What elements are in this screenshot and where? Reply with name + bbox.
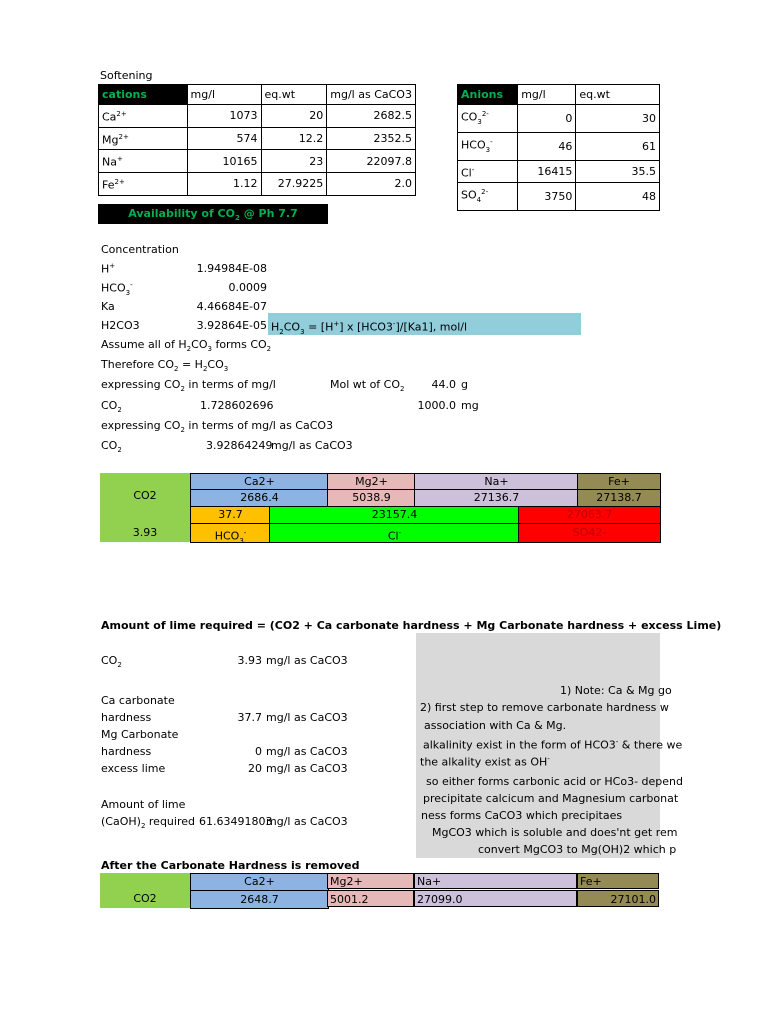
lime-heading: Amount of lime required = (CO2 + Ca carbonate hardness + Mg Carbonate hardness + excess Lime) <box>101 619 722 632</box>
cations-header: cations <box>99 85 188 105</box>
ion-cell: $Mg^{2+}$ <box>99 127 188 150</box>
caco3-cell: 2682.5 <box>327 105 416 128</box>
note-line: ness forms CaCO3 which precipitaes <box>421 809 623 822</box>
ca-hardness-value: 37.7 <box>237 711 262 724</box>
after-ca-value: 2648.7 <box>190 890 329 909</box>
mgl-cell: 10165 <box>187 150 261 173</box>
amount-lime-value: 61.63491803 <box>199 815 273 828</box>
after-fe-value: 27101.0 <box>577 890 659 907</box>
so4-value-cell: 27063.7 <box>518 506 661 524</box>
amount-lime-unit: mg/l as CaCO3 <box>266 815 348 828</box>
table-row <box>99 150 416 173</box>
table-row <box>99 85 416 105</box>
eqwt-cell: 23 <box>261 150 327 173</box>
note-line: 1) Note: Ca & Mg go <box>560 684 672 697</box>
excess-lime-value: 20 <box>248 762 262 775</box>
eqwt-cell: 30 <box>576 105 660 133</box>
h-value: 1.94984E-08 <box>196 262 267 275</box>
cl-label-cell: Cl- <box>269 523 520 543</box>
note-line: MgCO3 which is soluble and does'nt get rem <box>432 826 678 839</box>
mgl-header: mg/l <box>518 85 576 105</box>
mg-value: 1000.0 <box>417 399 456 412</box>
ion-cell: Na+ <box>99 150 188 173</box>
fe-header: Fe+ <box>577 473 661 491</box>
na-header: Na+ <box>414 473 579 491</box>
note-line: convert MgCO3 to Mg(OH)2 which p <box>478 843 677 856</box>
lime-co2-unit: mg/l as CaCO3 <box>266 654 348 667</box>
mgl-cell: 46 <box>518 132 576 160</box>
page-title: Softening <box>100 69 153 82</box>
ca-header: Ca2+ <box>190 473 329 491</box>
mgl-cell: 574 <box>187 127 261 150</box>
mgl-cell: 16415 <box>518 160 576 183</box>
co2-label: $CO_2$ <box>101 399 122 415</box>
table-row <box>99 127 416 150</box>
ca-hardness-label-2: hardness <box>101 711 152 724</box>
anions-header: Anions <box>458 85 518 105</box>
eqwt-cell: 61 <box>576 132 660 160</box>
assume-line: Assume all of $H_2CO_3$ forms $CO_2$ <box>101 338 272 354</box>
ion-cell: $CO_3^{2-}$ <box>458 105 518 133</box>
mgl-cell: 3750 <box>518 183 576 211</box>
note-line: the alkality exist as OH- <box>420 755 550 769</box>
after-na-value: 27099.0 <box>414 890 577 907</box>
fe-value: 27138.7 <box>577 489 661 507</box>
ion-cell: $Fe^{2+}$ <box>99 172 188 195</box>
table-row <box>458 105 660 133</box>
notes-box <box>416 633 683 858</box>
table-row <box>99 105 416 128</box>
hco3-value: 0.0009 <box>228 281 267 294</box>
mgl-header: mg/l <box>187 85 261 105</box>
co2-label-2: $CO_2$ <box>101 439 122 455</box>
table-row <box>458 85 660 105</box>
caco3-cell: 22097.8 <box>327 150 416 173</box>
lime-co2-value: 3.93 <box>237 654 262 667</box>
ion-cell: $HCO_3^-$ <box>458 132 518 160</box>
after-heading: After the Carbonate Hardness is removed <box>101 859 360 872</box>
co2-mg-value: 1.728602696 <box>200 399 274 412</box>
table-row <box>458 132 660 160</box>
h2co3-value: 3.92864E-05 <box>196 319 267 332</box>
after-co2-label: CO2 <box>133 892 157 905</box>
ion-cell: $SO_4^{2-}$ <box>458 183 518 211</box>
ca-hardness-label-1: Ca carbonate <box>101 694 175 707</box>
eqwt-cell: 12.2 <box>261 127 327 150</box>
ca-hardness-unit: mg/l as CaCO3 <box>266 711 348 724</box>
eqwt-header: eq.wt <box>261 85 327 105</box>
mgl-cell: 1.12 <box>187 172 261 195</box>
molwt-value: 44.0 <box>431 378 456 391</box>
hco3-label-cell: $HCO_3^-$ <box>190 523 271 543</box>
note-line: alkalinity exist in the form of HCO3- & there we <box>423 738 683 752</box>
co2-block-value: 3.93 <box>132 526 158 539</box>
mg-value: 5038.9 <box>327 489 416 507</box>
caco3-header: mg/l as CaCO3 <box>327 85 416 105</box>
amount-lime-label-2: $(CaOH)_2$ required <box>101 815 195 831</box>
mg-header: Mg2+ <box>327 473 416 491</box>
therefore-line: Therefore $CO_2 = H_2CO_3$ <box>101 358 229 374</box>
table-row <box>458 183 660 211</box>
cl-value-cell: 23157.4 <box>269 506 520 524</box>
note-line: association with Ca & Mg. <box>424 719 567 732</box>
h2co3-label: H2CO3 <box>101 319 140 332</box>
h-label: H+ <box>101 262 116 276</box>
molwt-unit: g <box>461 378 468 391</box>
after-fe-header: Fe+ <box>577 873 659 889</box>
eqwt-cell: 35.5 <box>576 160 660 183</box>
ka-value: 4.46684E-07 <box>196 300 267 313</box>
availability-banner: Availability of $CO_2$ @ Ph 7.7 <box>98 204 328 224</box>
co2-caco3-unit: mg/l as CaCO3 <box>271 439 353 452</box>
so4-label-cell: SO42- <box>518 523 661 543</box>
expressing-caco3-line: expressing $CO_2$ in terms of mg/l as CaCO3 <box>101 419 334 435</box>
hco3-value-cell: 37.7 <box>190 506 271 524</box>
expressing-mgl-line: expressing $CO_2$ in terms of mg/l <box>101 378 276 394</box>
table-row <box>458 160 660 183</box>
na-value: 27136.7 <box>414 489 579 507</box>
after-ca-header: Ca2+ <box>190 873 329 891</box>
ion-cell: Cl- <box>458 160 518 183</box>
mgl-cell: 0 <box>518 105 576 133</box>
ion-cell: $Ca^{2+}$ <box>99 105 188 128</box>
lime-co2-label: $CO_2$ <box>101 654 122 670</box>
note-line: precipitate calcicum and Magnesium carbonat <box>423 792 679 805</box>
hco3-label: $HCO_3^-$ <box>101 281 133 297</box>
after-na-header: Na+ <box>414 873 577 889</box>
ca-value: 2686.4 <box>190 489 329 507</box>
mg-hardness-unit: mg/l as CaCO3 <box>266 745 348 758</box>
molwt-label: Mol wt of $CO_2$ <box>330 378 405 394</box>
caco3-cell: 2.0 <box>327 172 416 195</box>
mgl-cell: 1073 <box>187 105 261 128</box>
after-mg-value: 5001.2 <box>327 890 414 907</box>
note-line: 2) first step to remove carbonate hardness w <box>420 701 669 714</box>
h2co3-formula: $H_2CO_3 = [H^+]$ x [HCO3-]/[Ka1], mol/l <box>268 313 581 335</box>
note-line: so either forms carbonic acid or HCo3- depend <box>426 775 683 788</box>
excess-lime-label: excess lime <box>101 762 166 775</box>
eqwt-cell: 27.9225 <box>261 172 327 195</box>
anions-table <box>457 84 660 211</box>
mg-hardness-label-2: hardness <box>101 745 152 758</box>
table-row <box>99 172 416 195</box>
excess-lime-unit: mg/l as CaCO3 <box>266 762 348 775</box>
co2-block-label: CO2 <box>133 489 157 502</box>
amount-lime-label-1: Amount of lime <box>101 798 186 811</box>
mg-hardness-value: 0 <box>255 745 262 758</box>
caco3-cell: 2352.5 <box>327 127 416 150</box>
eqwt-cell: 48 <box>576 183 660 211</box>
concentration-label: Concentration <box>101 243 179 256</box>
eqwt-header: eq.wt <box>576 85 660 105</box>
ka-label: Ka <box>101 300 115 313</box>
after-mg-header: Mg2+ <box>327 873 414 889</box>
mg-unit: mg <box>461 399 479 412</box>
cations-table <box>98 84 416 196</box>
eqwt-cell: 20 <box>261 105 327 128</box>
co2-caco3-value: 3.92864249 <box>206 439 273 452</box>
mg-hardness-label-1: Mg Carbonate <box>101 728 179 741</box>
